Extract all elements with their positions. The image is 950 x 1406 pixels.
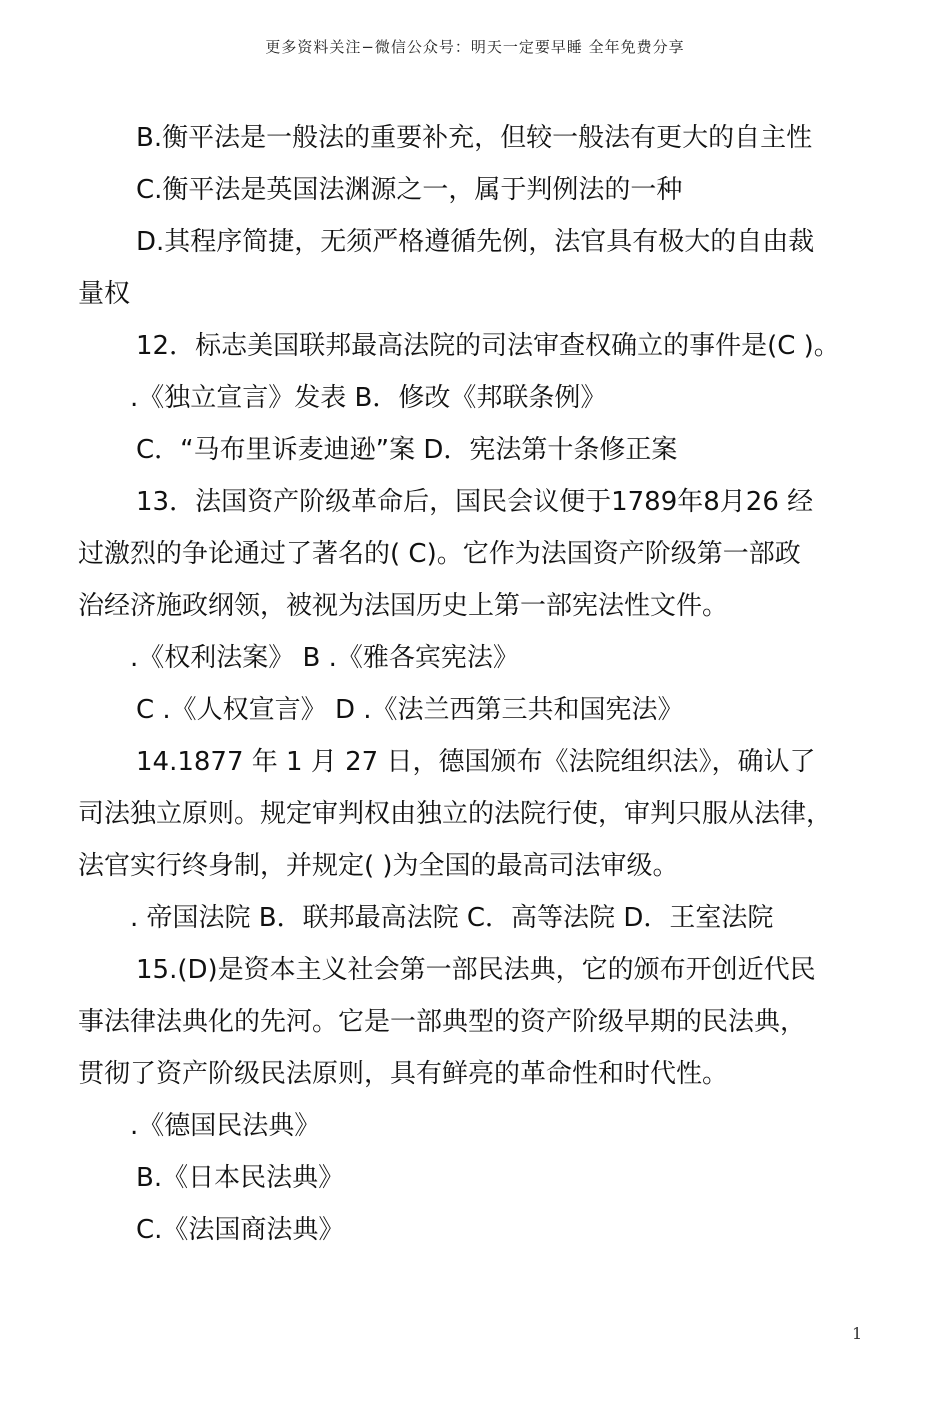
- document-body: [78, 112, 876, 1256]
- question-14-continued: 司法独立原则。规定审判权由独立的法院行使，审判只服从法律，: [78, 799, 833, 829]
- page-header: 更多资料关注−微信公众号：明天一定要早睡 全年免费分享: [265, 38, 685, 56]
- question-14: 14.1877 年 1 月 27 日，德国颁布《法院组织法》，确认了: [136, 747, 816, 777]
- question-12-options-ab: .《独立宣言》发表 B．修改《邦联条例》: [130, 383, 607, 413]
- option-d-continuation: 量权: [78, 279, 131, 309]
- option-d-line: D.其程序简捷，无须严格遵循先例，法官具有极大的自由裁: [136, 227, 815, 257]
- question-15-option-b: B.《日本民法典》: [136, 1163, 345, 1193]
- question-15-continued: 事法律法典化的先河。它是一部典型的资产阶级早期的民法典，: [78, 1007, 807, 1037]
- question-12: 12．标志美国联邦最高法院的司法审查权确立的事件是(C )。: [136, 331, 840, 361]
- question-14-continued-2: 法官实行终身制，并规定( )为全国的最高司法审级。: [78, 851, 679, 881]
- question-15-option-a: .《德国民法典》: [130, 1111, 321, 1141]
- question-14-options: . 帝国法院 B．联邦最高法院 C．高等法院 D．王室法院: [130, 903, 774, 933]
- question-13-options-ab: .《权利法案》 B .《雅各宾宪法》: [130, 643, 519, 673]
- question-13-continued: 过激烈的争论通过了著名的( C)。它作为法国资产阶级第一部政: [78, 539, 801, 569]
- question-12-options-cd: C．“马布里诉麦迪逊”案 D．宪法第十条修正案: [136, 435, 678, 465]
- question-15: 15.(D)是资本主义社会第一部民法典，它的颁布开创近代民: [136, 955, 816, 985]
- page-number: 1: [852, 1324, 863, 1343]
- question-13-continued-2: 治经济施政纲领，被视为法国历史上第一部宪法性文件。: [78, 591, 729, 621]
- option-b-line: B.衡平法是一般法的重要补充，但较一般法有更大的自主性: [136, 123, 813, 153]
- question-13: 13．法国资产阶级革命后，国民会议便于1789年8月26 经: [136, 487, 814, 517]
- question-15-continued-2: 贯彻了资产阶级民法原则，具有鲜亮的革命性和时代性。: [78, 1059, 729, 1089]
- question-15-option-c: C.《法国商法典》: [136, 1215, 345, 1245]
- question-13-options-cd: C .《人权宣言》 D .《法兰西第三共和国宪法》: [136, 695, 684, 725]
- option-c-line: C.衡平法是英国法渊源之一，属于判例法的一种: [136, 175, 683, 205]
